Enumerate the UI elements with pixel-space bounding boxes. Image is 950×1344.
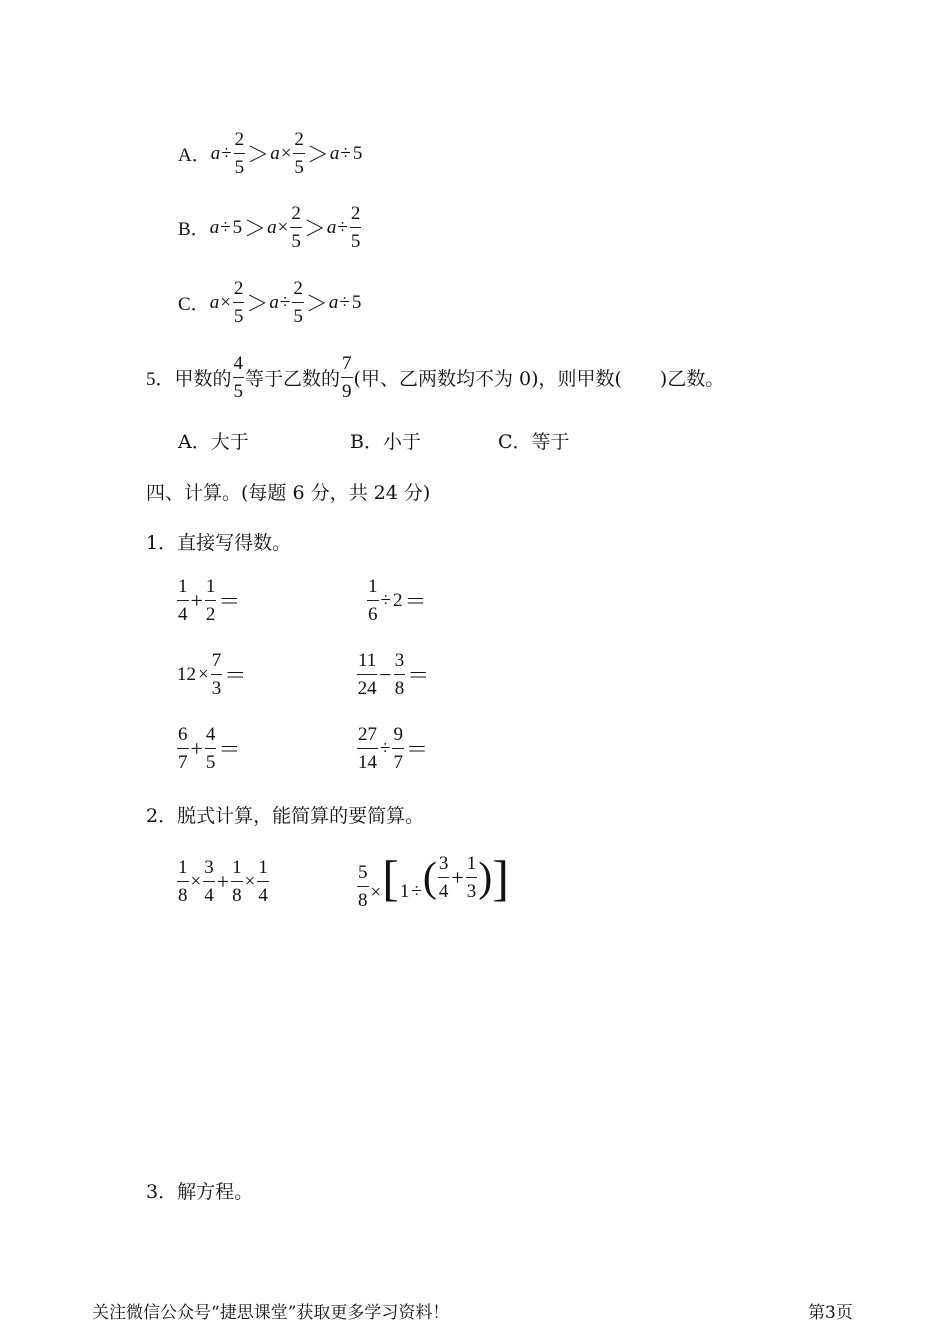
- gt-sign: ＞: [303, 216, 326, 241]
- fraction: $\frac{2}{5}$: [294, 129, 304, 178]
- div-sign: ÷: [411, 880, 422, 902]
- plus-sign: +: [190, 587, 203, 613]
- plus-sign: +: [190, 735, 203, 761]
- times-sign: ×: [370, 881, 382, 903]
- fraction: $\frac{1}{6}$: [368, 576, 378, 625]
- question-text: (甲、乙两数均不为 0)，则甲数( )乙数。: [353, 368, 725, 390]
- option-b: [178, 204, 362, 251]
- var-a: a: [210, 142, 221, 164]
- number: 12: [177, 663, 196, 685]
- option-label: C．: [178, 294, 210, 315]
- equals-sign: ＝: [407, 663, 430, 688]
- minus-sign: −: [379, 661, 392, 687]
- option-text: 等于: [531, 431, 570, 453]
- var-a: a: [328, 291, 339, 313]
- option-label: C．: [498, 431, 532, 453]
- times-sign: ×: [190, 870, 202, 892]
- option-label: B．: [350, 431, 383, 453]
- gt-sign: ＞: [246, 291, 269, 316]
- equals-sign: ＝: [405, 737, 428, 762]
- subquestion-2: 2．脱式计算，能简算的要简算。: [146, 805, 425, 827]
- option-text: 大于: [210, 431, 249, 453]
- fraction: $\frac{2}{5}$: [234, 129, 245, 178]
- div-sign: ÷: [279, 291, 291, 313]
- gt-sign: ＞: [247, 142, 270, 167]
- fraction: $\frac{2}{5}$: [293, 278, 303, 327]
- question-text: 甲数的: [174, 368, 232, 390]
- plus-sign: +: [216, 868, 230, 894]
- expr-2: [366, 577, 427, 624]
- var-a: a: [267, 216, 277, 238]
- fraction: $\frac{1}{3}$: [466, 853, 477, 902]
- div-sign: ÷: [221, 142, 232, 164]
- left-paren: (: [422, 854, 437, 901]
- fraction: $\frac{9}{7}$: [393, 724, 403, 773]
- var-a: a: [209, 216, 220, 238]
- q5-option-b: [350, 427, 421, 454]
- fraction: $\frac{5}{8}$: [358, 862, 368, 911]
- expr-1: [176, 577, 241, 624]
- fraction: $\frac{7}{3}$: [211, 650, 222, 699]
- expr-6: [356, 725, 429, 772]
- var-a: a: [329, 142, 340, 164]
- footer-promo: 关注微信公众号“捷思课堂”获取更多学习资料！: [92, 1303, 450, 1323]
- equals-sign: ＝: [224, 663, 247, 688]
- expr-8: [356, 845, 509, 910]
- equals-sign: ＝: [218, 737, 241, 762]
- subquestion-3: 3．解方程。: [146, 1181, 254, 1203]
- question-5: [146, 354, 724, 401]
- var-a: a: [269, 291, 279, 313]
- fraction: $\frac{2}{5}$: [233, 278, 244, 327]
- fraction: $\frac{1}{4}$: [258, 857, 268, 906]
- expr-3: [176, 651, 247, 698]
- times-sign: ×: [280, 142, 292, 164]
- plus-sign: +: [451, 864, 464, 890]
- fraction: $\frac{1}{8}$: [232, 857, 242, 906]
- q5-option-a: [178, 427, 249, 454]
- equals-sign: ＝: [218, 589, 241, 614]
- fraction: $\frac{2}{5}$: [350, 203, 361, 252]
- fraction: $\frac{3}{4}$: [204, 857, 214, 906]
- gt-sign: ＞: [244, 216, 267, 241]
- option-c: [178, 279, 362, 326]
- section-title: 四、计算。(每题 6 分，共 24 分): [146, 482, 431, 504]
- var-a: a: [270, 142, 280, 164]
- page-number: 第3页: [808, 1303, 853, 1323]
- right-paren: ): [478, 854, 493, 901]
- expr-7: [176, 858, 270, 905]
- question-text: 等于乙数的: [245, 368, 341, 390]
- question-number: 5．: [146, 369, 175, 390]
- fraction: $\frac{6}{7}$: [178, 724, 188, 773]
- number: 5: [232, 216, 243, 238]
- fraction: $\frac{1}{2}$: [205, 576, 216, 625]
- fraction: $\frac{4}{5}$: [205, 724, 216, 773]
- fraction: $\frac{11}{24}$: [357, 650, 377, 699]
- expr-4: [356, 651, 430, 698]
- option-label: A．: [178, 145, 211, 166]
- option-label: A．: [178, 431, 211, 453]
- fraction: $\frac{4}{5}$: [233, 353, 244, 402]
- gt-sign: ＞: [306, 142, 329, 167]
- fraction: $\frac{2}{5}$: [291, 203, 301, 252]
- div-sign: ÷: [220, 216, 231, 238]
- right-square-bracket: ]: [492, 849, 509, 906]
- times-sign: ×: [220, 291, 231, 313]
- fraction: $\frac{3}{4}$: [438, 853, 449, 902]
- fraction: $\frac{1}{4}$: [178, 576, 188, 625]
- fraction: $\frac{27}{14}$: [358, 724, 377, 773]
- var-a: a: [326, 216, 337, 238]
- div-sign: ÷: [380, 589, 391, 611]
- number: 1: [399, 880, 410, 902]
- left-square-bracket: [: [382, 849, 399, 906]
- var-a: a: [209, 291, 220, 313]
- div-sign: ÷: [340, 142, 351, 164]
- gt-sign: ＞: [305, 291, 328, 316]
- times-sign: ×: [277, 216, 289, 238]
- fraction: $\frac{7}{9}$: [342, 353, 352, 402]
- equals-sign: ＝: [404, 589, 427, 614]
- div-sign: ÷: [380, 737, 391, 759]
- times-sign: ×: [198, 663, 209, 685]
- subquestion-1: 1．直接写得数。: [146, 532, 292, 554]
- option-text: 小于: [382, 431, 421, 453]
- div-sign: ÷: [339, 291, 350, 313]
- times-sign: ×: [244, 870, 256, 892]
- q5-option-c: [498, 427, 570, 454]
- option-a: [178, 130, 363, 177]
- number: 5: [352, 142, 363, 164]
- option-label: B．: [178, 219, 210, 240]
- number: 5: [351, 291, 362, 313]
- fraction: $\frac{3}{8}$: [394, 650, 405, 699]
- div-sign: ÷: [337, 216, 348, 238]
- expr-5: [176, 725, 241, 772]
- fraction: $\frac{1}{8}$: [178, 857, 188, 906]
- number: 2: [392, 589, 403, 611]
